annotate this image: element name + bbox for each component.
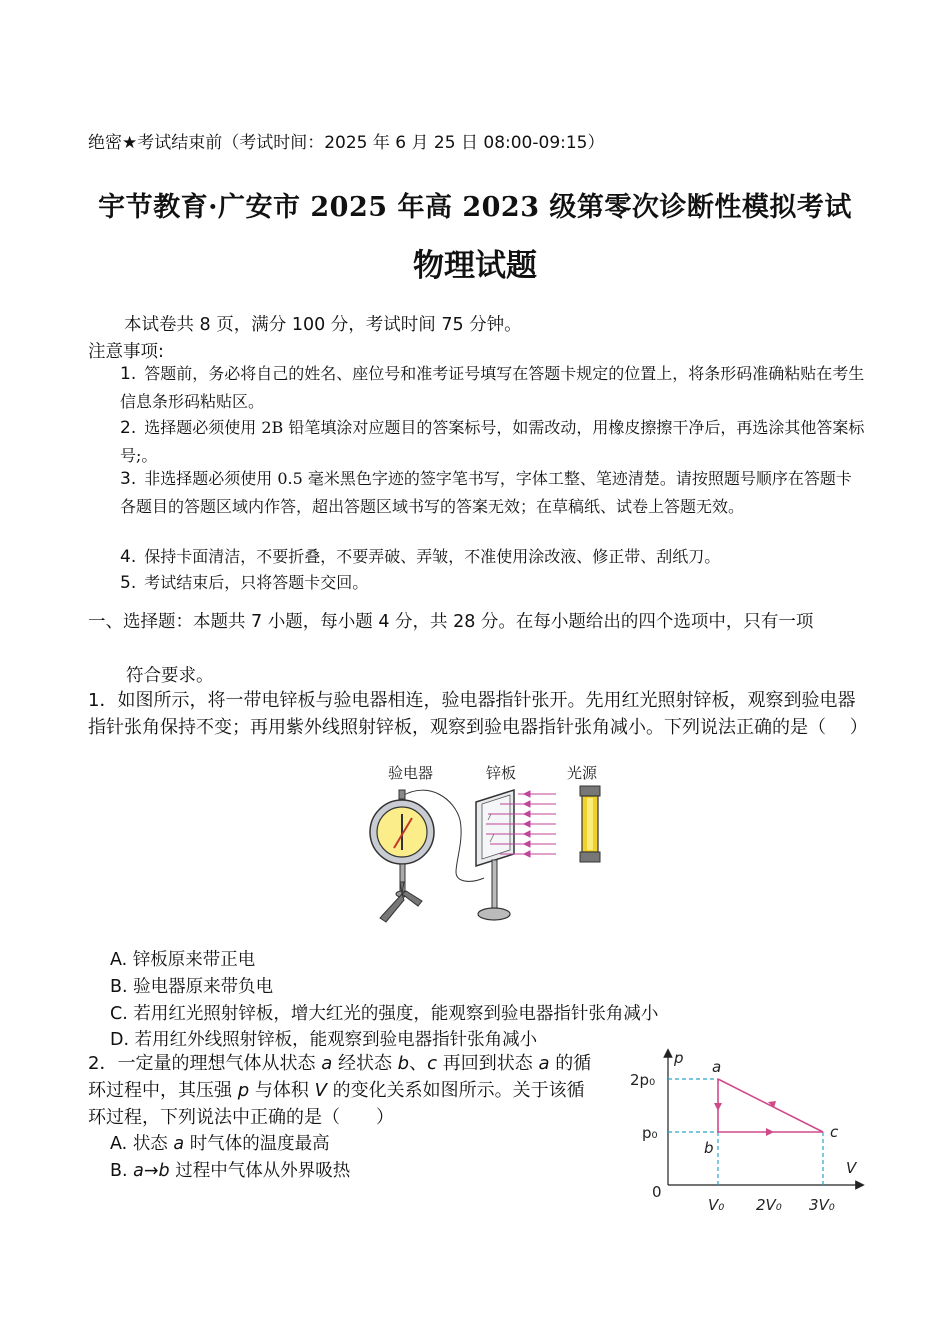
stem-part: 2．一定量的理想气体从状态 (88, 1053, 322, 1074)
tick-2v0: 2V₀ (756, 1196, 782, 1214)
segment-c-a (718, 1079, 823, 1132)
note-text: 考试结束后，只将答题卡交回。 (144, 573, 369, 592)
note-text: 选择题必须使用 2B 铅笔填涂对应题目的答案标号，如需改动，用橡皮擦擦干净后，再选涂其他答案标号;。 (120, 418, 865, 465)
label-electroscope: 验电器 (388, 764, 434, 782)
stem-part: 与体积 (249, 1080, 315, 1101)
option-text: 锌板原来带正电 (132, 950, 256, 970)
electroscope-figure (360, 760, 620, 930)
subject-title: 物理试题 (413, 248, 537, 284)
label-zinc-plate: 锌板 (486, 764, 517, 782)
tick-p0: p₀ (642, 1124, 658, 1142)
state-a: a (538, 1053, 550, 1074)
option-text: 状态 (132, 1134, 174, 1154)
q1-option-c[interactable] (110, 1000, 658, 1025)
stem-part: 再回到状态 (437, 1053, 539, 1074)
tick-2p0: 2p₀ (630, 1071, 656, 1089)
tick-v0: V₀ (708, 1196, 725, 1214)
zinc-plate-icon (476, 790, 514, 920)
volume-symbol: V (314, 1080, 327, 1101)
option-symbol: a (173, 1134, 185, 1154)
point-a-label: a (712, 1058, 722, 1076)
note-number: 3. (120, 469, 137, 489)
light-source-icon (580, 786, 600, 862)
option-key: A. (110, 1134, 128, 1154)
pressure-symbol: p (237, 1080, 250, 1101)
v-axis-label: V (846, 1159, 857, 1177)
note-item-2 (120, 414, 865, 469)
pv-diagram (628, 1045, 873, 1225)
question-1-stem: 1．如图所示，将一带电锌板与验电器相连，验电器指针张开。先用红光照射锌板，观察到验电器指针张角保持不变；再用紫外线照射锌板，观察到验电器指针张角减小。下列说法正确的是（ ） (88, 690, 868, 738)
state-b: b (397, 1053, 410, 1074)
option-text: 过程中气体从外界吸热 (169, 1161, 351, 1181)
p-axis-label: p (674, 1049, 684, 1067)
stem-part: 、 (409, 1053, 428, 1074)
q2-option-b[interactable] (110, 1157, 350, 1182)
q1-option-a[interactable] (110, 946, 255, 971)
arrow-b-c (766, 1128, 774, 1136)
note-item-4 (120, 543, 865, 571)
option-key: B. (110, 977, 128, 997)
q1-option-b[interactable] (110, 973, 273, 998)
note-text: 答题前，务必将自己的姓名、座位号和准考证号填写在答题卡规定的位置上，将条形码准确粘贴在考生信息条形码粘贴区。 (120, 364, 865, 411)
q2-option-a[interactable] (110, 1130, 330, 1155)
option-key: C. (110, 1004, 128, 1024)
exam-title: 宇节教育·广安市 2025 年高 2023 级第零次诊断性模拟考试 (98, 192, 852, 223)
option-text: 时气体的温度最高 (184, 1134, 330, 1154)
note-number: 4. (120, 547, 137, 567)
state-c: c (427, 1053, 438, 1074)
option-text: 若用红外线照射锌板，能观察到验电器指针张角减小 (134, 1030, 538, 1050)
note-number: 5. (120, 573, 137, 593)
stem-part: 的循环过程中，其压强 (88, 1053, 592, 1101)
option-symbol: a→b (133, 1161, 170, 1181)
section-requirement: 符合要求。 (126, 666, 214, 686)
state-a: a (321, 1053, 333, 1074)
stem-part: 经状态 (332, 1053, 398, 1074)
cycle-path (718, 1079, 823, 1132)
option-key: D. (110, 1030, 130, 1050)
note-text: 非选择题必须使用 0.5 毫米黑色字迹的签字笔书写，字体工整、笔迹清楚。请按照题号顺序在答题卡各题目的答题区域内作答，超出答题区域书写的答案无效；在草稿纸、试卷上答题无效。 (120, 469, 852, 516)
notes-title: 注意事项: (88, 342, 164, 362)
option-key: A. (110, 950, 128, 970)
electroscope-icon (370, 790, 434, 922)
option-key: B. (110, 1161, 128, 1181)
note-number: 1. (120, 364, 137, 384)
exam-intro: 本试卷共 8 页，满分 100 分，考试时间 75 分钟。 (124, 315, 522, 335)
tick-3v0: 3V₀ (809, 1196, 835, 1214)
option-text: 若用红光照射锌板，增大红光的强度，能观察到验电器指针张角减小 (133, 1004, 659, 1024)
arrow-a-b (714, 1103, 722, 1111)
note-item-3 (120, 465, 865, 520)
option-text: 验电器原来带负电 (133, 977, 274, 997)
stem-part: 的变化关系如图所示。关于该循环过程，下列说法中正确的是（ ） (88, 1080, 585, 1128)
note-text: 保持卡面清洁，不要折叠，不要弄破、弄皱，不准使用涂改液、修正带、刮纸刀。 (144, 547, 721, 566)
question-2-stem (88, 1050, 593, 1131)
note-item-1 (120, 360, 865, 415)
origin-label: 0 (652, 1183, 662, 1201)
q1-option-d[interactable] (110, 1026, 537, 1051)
note-number: 2. (120, 418, 137, 438)
confidential-notice: 绝密★考试结束前（考试时间：2025 年 6 月 25 日 08:00-09:15） (88, 133, 605, 153)
point-b-label: b (704, 1139, 714, 1157)
section-heading: 一、选择题：本题共 7 小题，每小题 4 分，共 28 分。在每小题给出的四个选项中，只有一项 (88, 612, 814, 632)
note-item-5 (120, 569, 865, 597)
point-c-label: c (830, 1123, 839, 1141)
cycle-arrows (714, 1101, 776, 1136)
label-light-source: 光源 (567, 764, 598, 782)
